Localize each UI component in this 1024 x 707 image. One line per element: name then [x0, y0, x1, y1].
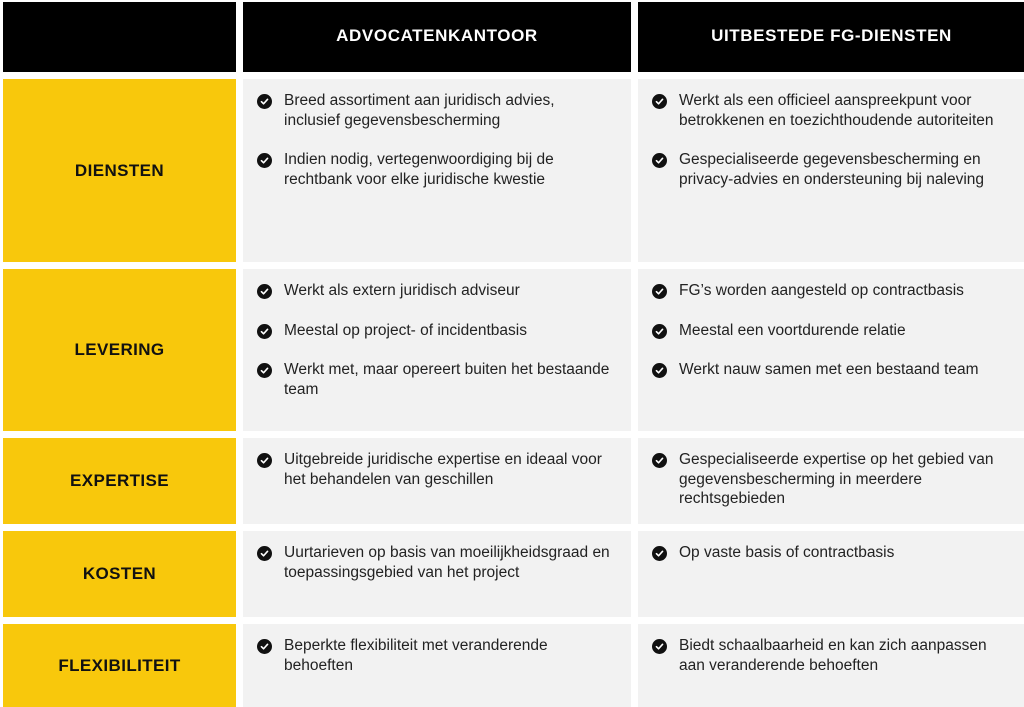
- check-circle-icon: [652, 284, 667, 299]
- bullet-list: [650, 91, 1007, 189]
- list-item-text: Meestal een voortdurende relatie: [679, 321, 906, 339]
- check-circle-icon: [257, 363, 272, 378]
- column-header-uitbestede-fg-diensten: UITBESTEDE FG-DIENSTEN: [638, 2, 1024, 72]
- list-item: [255, 281, 613, 301]
- cell-expertise-advocatenkantoor: [243, 438, 631, 524]
- list-item-text: Op vaste basis of contractbasis: [679, 544, 895, 561]
- list-item: [650, 360, 1007, 380]
- list-item-text: Uitgebreide juridische expertise en ideaal voor het behandelen van geschillen: [284, 451, 602, 488]
- check-circle-icon: [652, 363, 667, 378]
- cell-kosten-fg-diensten: [638, 531, 1024, 617]
- list-item-text: Beperkte flexibiliteit met veranderende behoeften: [284, 637, 548, 674]
- row-header-expertise: EXPERTISE: [3, 438, 236, 524]
- cell-kosten-advocatenkantoor: [243, 531, 631, 617]
- cell-expertise-fg-diensten: [638, 438, 1024, 524]
- list-item: [255, 450, 613, 489]
- list-item: [255, 543, 613, 582]
- check-circle-icon: [257, 284, 272, 299]
- list-item: [650, 281, 1007, 301]
- check-circle-icon: [257, 324, 272, 339]
- cell-levering-fg-diensten: [638, 269, 1024, 431]
- list-item: [650, 543, 1007, 563]
- column-header-advocatenkantoor: ADVOCATENKANTOOR: [243, 2, 631, 72]
- check-circle-icon: [257, 546, 272, 561]
- list-item: [650, 150, 1007, 189]
- table-corner: [3, 2, 236, 72]
- list-item: [650, 321, 1007, 341]
- bullet-list: [650, 636, 1007, 675]
- bullet-list: [650, 543, 1007, 563]
- check-circle-icon: [652, 94, 667, 109]
- list-item: [650, 450, 1007, 509]
- bullet-list: [650, 450, 1007, 509]
- cell-diensten-advocatenkantoor: [243, 79, 631, 262]
- list-item: [255, 636, 613, 675]
- check-circle-icon: [257, 153, 272, 168]
- list-item: [650, 91, 1007, 130]
- list-item-text: Gespecialiseerde gegevensbescherming en privacy-advies en ondersteuning bij naleving: [679, 151, 985, 188]
- list-item-text: FG’s worden aangesteld op contractbasis: [679, 282, 964, 299]
- check-circle-icon: [257, 94, 272, 109]
- list-item: [255, 91, 613, 130]
- list-item-text: Breed assortiment aan juridisch advies, inclusief gegevensbescherming: [284, 92, 555, 129]
- bullet-list: [650, 281, 1007, 380]
- list-item-text: Meestal op project- of incidentbasis: [284, 321, 527, 339]
- cell-levering-advocatenkantoor: [243, 269, 631, 431]
- bullet-list: [255, 450, 613, 489]
- list-item: [255, 321, 613, 341]
- row-header-flexibiliteit: FLEXIBILITEIT: [3, 624, 236, 707]
- row-header-kosten: KOSTEN: [3, 531, 236, 617]
- list-item-text: Gespecialiseerde expertise op het gebied van gegevensbescherming in meerdere rechtsgebieden: [679, 451, 994, 507]
- list-item-text: Werkt met, maar opereert buiten het bestaande team: [284, 361, 610, 398]
- row-header-levering: LEVERING: [3, 269, 236, 431]
- row-header-diensten: DIENSTEN: [3, 79, 236, 262]
- list-item-text: Biedt schaalbaarheid en kan zich aanpassen aan veranderende behoeften: [679, 637, 987, 674]
- list-item-text: Uurtarieven op basis van moeilijkheidsgraad en toepassingsgebied van het project: [284, 544, 610, 581]
- check-circle-icon: [257, 453, 272, 468]
- check-circle-icon: [652, 546, 667, 561]
- list-item-text: Indien nodig, vertegenwoordiging bij de rechtbank voor elke juridische kwestie: [284, 151, 554, 188]
- list-item: [650, 636, 1007, 675]
- bullet-list: [255, 636, 613, 675]
- cell-flexibiliteit-advocatenkantoor: [243, 624, 631, 707]
- check-circle-icon: [652, 324, 667, 339]
- check-circle-icon: [652, 639, 667, 654]
- list-item-text: Werkt als extern juridisch adviseur: [284, 282, 520, 299]
- check-circle-icon: [257, 639, 272, 654]
- list-item-text: Werkt als een officieel aanspreekpunt voor betrokkenen en toezichthoudende autoriteiten: [679, 92, 994, 129]
- list-item: [255, 150, 613, 189]
- list-item: [255, 360, 613, 399]
- bullet-list: [255, 281, 613, 399]
- check-circle-icon: [652, 153, 667, 168]
- bullet-list: [255, 91, 613, 189]
- cell-diensten-fg-diensten: [638, 79, 1024, 262]
- list-item-text: Werkt nauw samen met een bestaand team: [679, 361, 979, 378]
- check-circle-icon: [652, 453, 667, 468]
- cell-flexibiliteit-fg-diensten: [638, 624, 1024, 707]
- bullet-list: [255, 543, 613, 582]
